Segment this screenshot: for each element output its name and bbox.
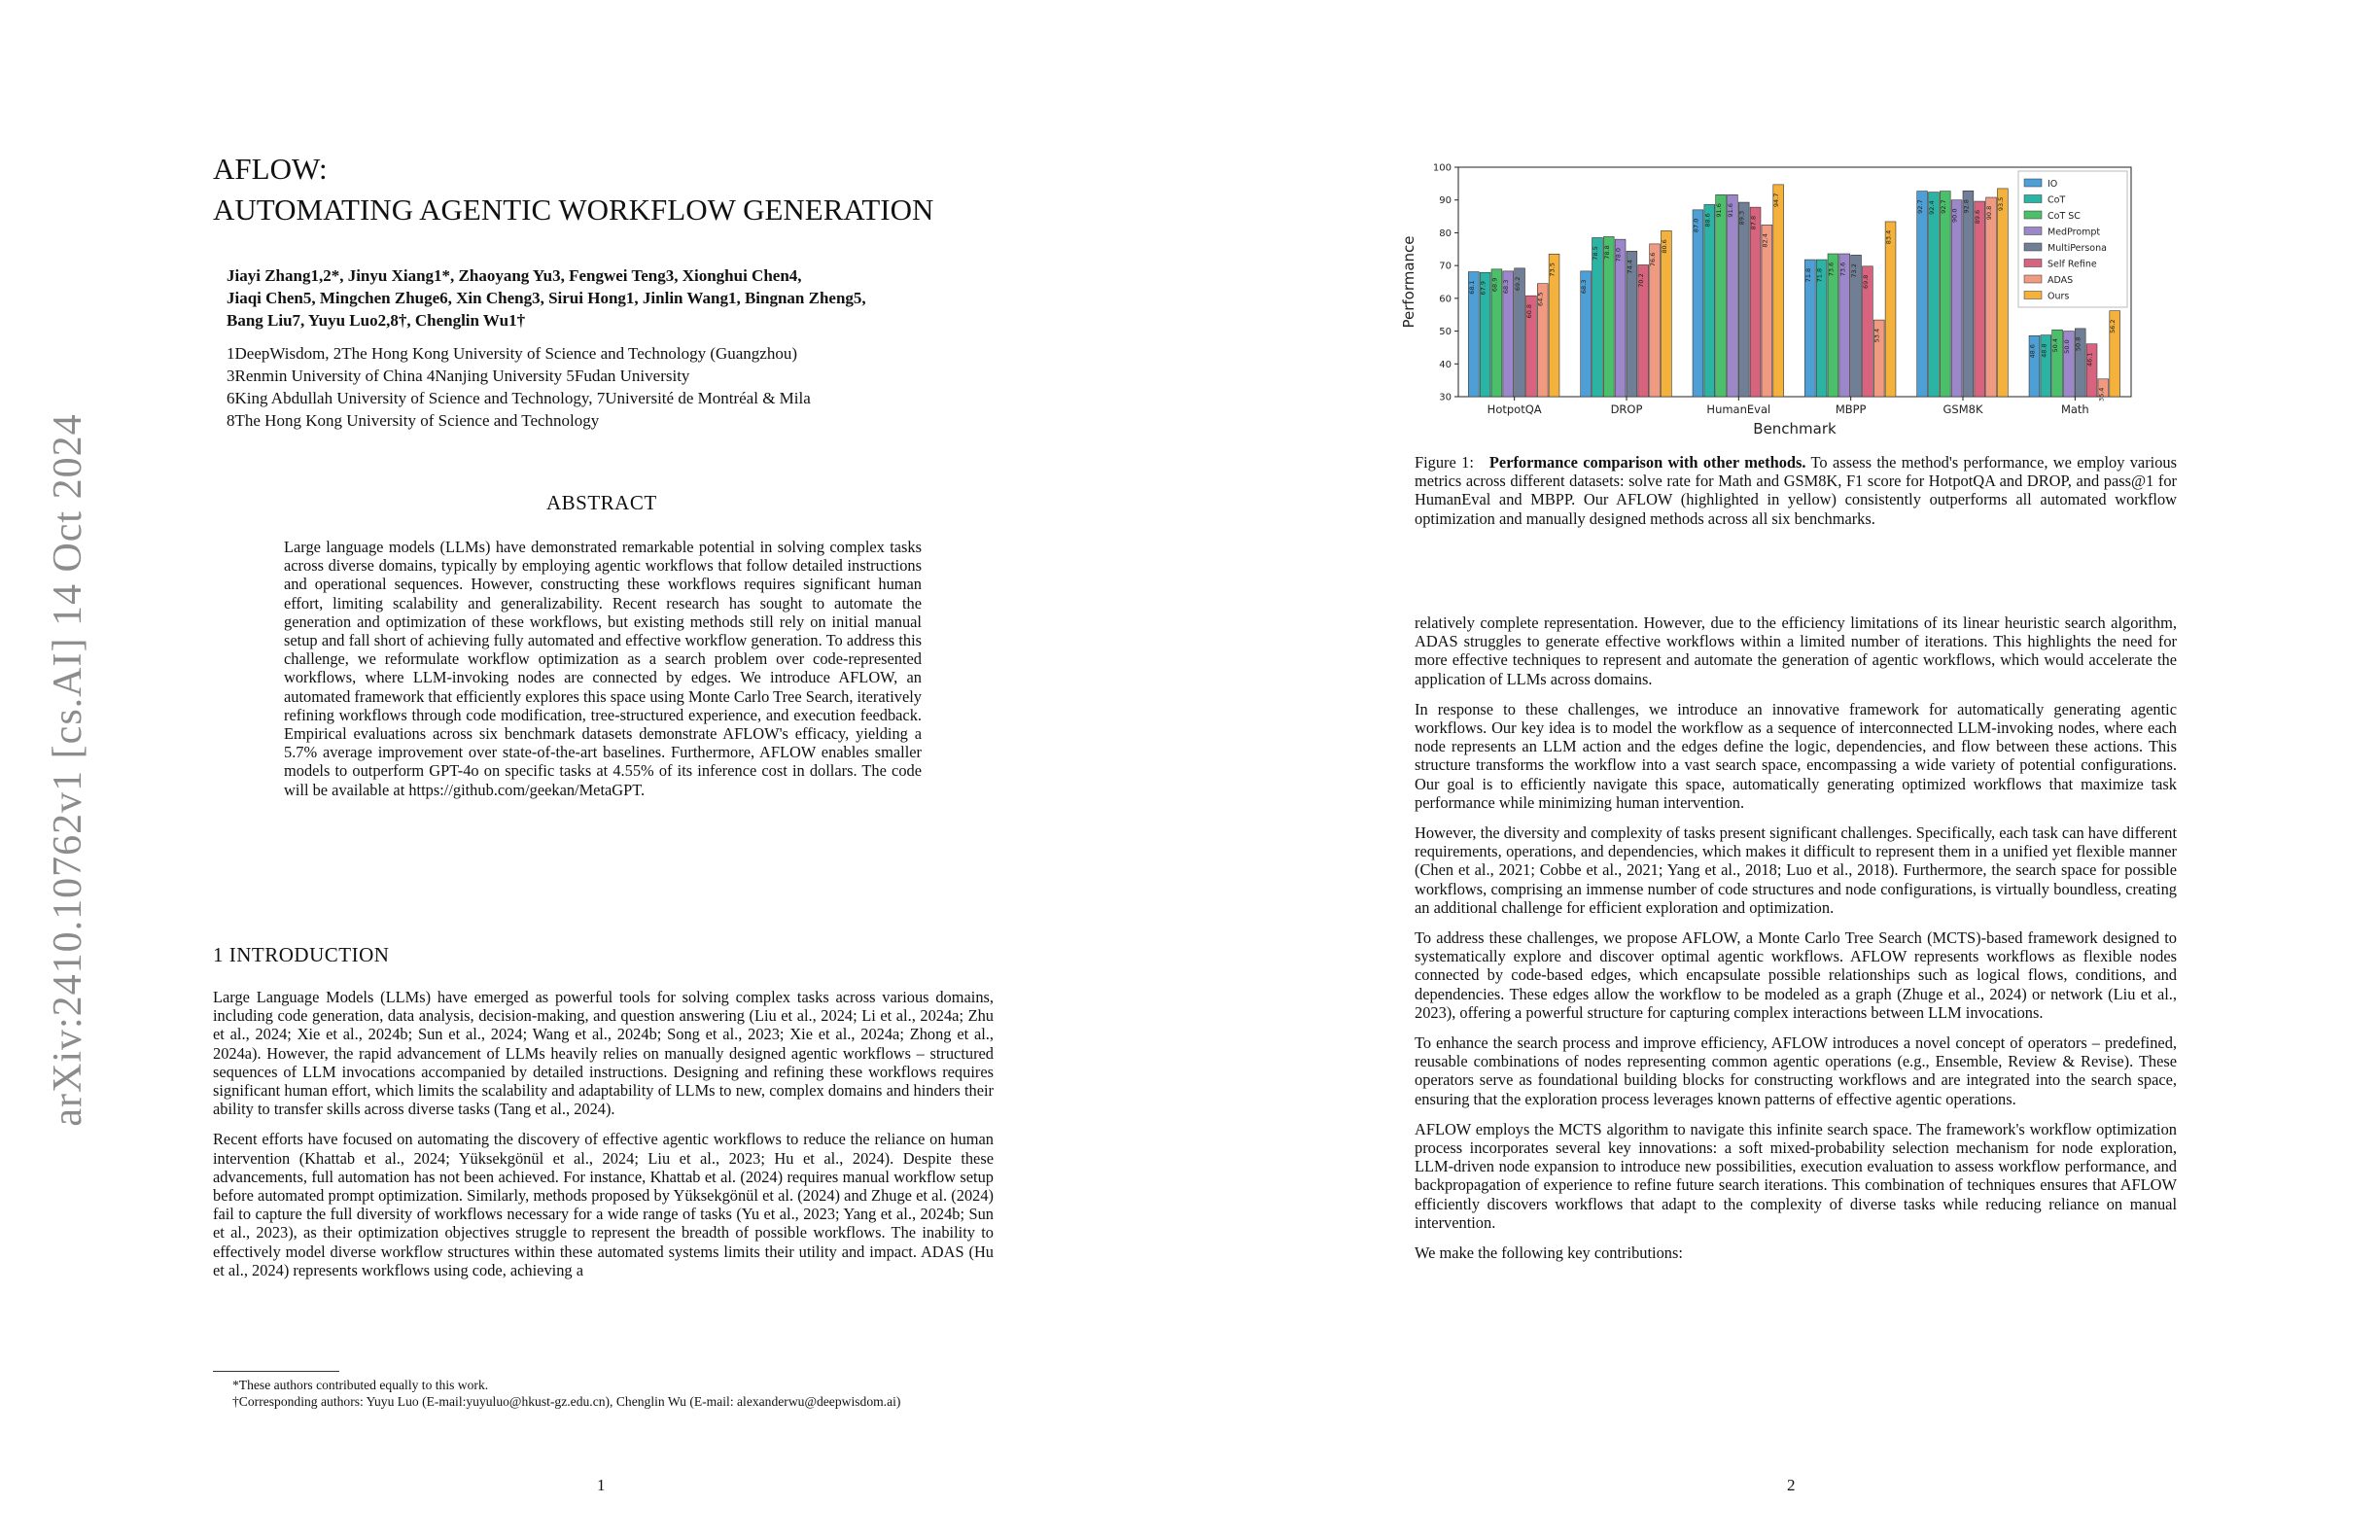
bar-cot	[1592, 237, 1603, 397]
page-number: 2	[1787, 1476, 1796, 1494]
author-line: Jiaqi Chen5, Mingchen Zhuge6, Xin Cheng3, Sirui Hong1, Jinlin Wang1, Bingnan Zheng5,	[227, 289, 866, 307]
bar-value-label: 92.8	[1962, 199, 1971, 214]
x-tick-label: HotpotQA	[1487, 402, 1542, 416]
x-axis-label: Benchmark	[1753, 420, 1837, 438]
bar-value-label: 92.7	[1916, 199, 1925, 214]
paragraph-7: We make the following key contributions:	[1415, 1243, 1683, 1263]
introduction-body	[213, 988, 994, 1291]
chart-svg	[1400, 146, 2149, 447]
bar-medprompt	[1951, 200, 1962, 397]
bar-value-label: 90.8	[1985, 205, 1994, 221]
y-tick-label: 50	[1439, 327, 1452, 338]
intro-paragraph-1: Large Language Models (LLMs) have emerged as powerful tools for solving complex tasks across various domains, including code generation, data analysis, decision-making, and question answering (Liu et al., 2024; Li et al., 2024a; Zhu et al., 2024; Xie et al., 2024b; Sun et al., 2024; Wang et al., 2024b; Song et al., 2023; Xie et al., 2024a; Zhong et al., 2024a). However, the rapid advancement of LLMs heavily relies on manually designed agentic workflows – structured sequences of LLM invocations accompanied by detailed instructions. Designing and refining these workflows requires significant human effort, which limits the scalability and adaptability of LLMs to new, complex domains and hinders their ability to transfer skills across diverse tasks (Tang et al., 2024).	[213, 988, 994, 1119]
legend-label: IO	[2048, 179, 2058, 190]
bar-value-label: 91.6	[1715, 203, 1724, 218]
y-tick-label: 40	[1439, 359, 1452, 370]
bar-self-refine	[2086, 344, 2097, 397]
bar-ours	[1661, 230, 1671, 397]
bar-value-label: 64.5	[1536, 292, 1545, 306]
y-tick-label: 70	[1439, 261, 1452, 272]
legend-label: CoT	[2048, 194, 2066, 206]
legend-label: Self Refine	[2048, 259, 2097, 270]
page-number: 1	[597, 1476, 606, 1494]
bar-multipersona	[1738, 202, 1749, 397]
bar-value-label: 73.6	[1827, 262, 1836, 277]
bar-value-label: 68.3	[1580, 279, 1589, 295]
bar-value-label: 78.5	[1591, 246, 1599, 261]
performance-chart	[1400, 146, 2149, 447]
introduction-heading: 1 INTRODUCTION	[213, 943, 390, 966]
bar-value-label: 60.8	[1524, 303, 1533, 319]
bar-value-label: 74.4	[1626, 260, 1634, 274]
bar-value-label: 69.2	[1514, 276, 1522, 292]
bar-cot	[1704, 204, 1715, 397]
bar-value-label: 48.8	[2040, 343, 2048, 358]
bar-adas	[1762, 225, 1772, 397]
abstract-text: Large language models (LLMs) have demonstrated remarkable potential in solving complex tasks across diverse domains, typically by employing agentic workflows that follow detailed instructions and operational sequences. However, constructing these workflows requires significant human effort, limiting scalability and generalizability. Recent research has sought to automate the generation and optimization of these workflows, but existing methods still rely on initial manual setup and fall short of achieving fully automated and effective workflow generation. To address this challenge, we reformulate workflow optimization as a search problem over code-represented workflows, where LLM-invoking nodes are connected by edges. We introduce AFLOW, an automated framework that efficiently explores this space using Monte Carlo Tree Search, iteratively refining workflows through code modification, tree-structured experience, and execution feedback. Empirical evaluations across six benchmark datasets demonstrate AFLOW's efficacy, yielding a 5.7% average improvement over state-of-the-art baselines. Furthermore, AFLOW enables smaller models to outperform GPT-4o on specific tasks at 4.55% of its inference cost in dollars. The code will be available at https://github.com/geekan/MetaGPT.	[284, 538, 922, 799]
bar-value-label: 67.9	[1479, 280, 1488, 296]
legend-label: ADAS	[2048, 275, 2074, 286]
paragraph-5: To enhance the search process and improve efficiency, AFLOW introduces a novel concept of operators – predefined, reusable combinations of nodes representing common agentic operations (e.g., Ensemble, Review & Revise). These operators serve as foundational building blocks for constructing workflows and are integrated into the search space, ensuring that the exploration process leverages known patterns of effective agentic operations.	[1415, 1033, 2177, 1108]
bar-value-label: 70.2	[1637, 273, 1646, 288]
abstract-heading: ABSTRACT	[546, 491, 657, 514]
abstract-body	[284, 538, 922, 811]
bar-medprompt	[1615, 239, 1626, 397]
legend-swatch	[2024, 260, 2042, 267]
legend-swatch	[2024, 292, 2042, 299]
legend-label: MultiPersona	[2048, 243, 2107, 254]
affiliation-line: 3Renmin University of China 4Nanjing University 5Fudan University	[227, 367, 690, 385]
bar-value-label: 48.6	[2028, 344, 2037, 359]
bar-cot-sc	[1603, 236, 1614, 397]
footnote-equal-contribution: *These authors contributed equally to this work.	[232, 1378, 489, 1392]
bar-value-label: 50.8	[2074, 336, 2082, 352]
bar-value-label: 69.8	[1861, 274, 1870, 290]
y-tick-label: 30	[1439, 392, 1452, 403]
bar-multipersona	[1963, 191, 1974, 397]
legend-label: MedPrompt	[2048, 227, 2101, 238]
bar-value-label: 92.7	[1939, 199, 1947, 214]
y-tick-label: 90	[1439, 195, 1452, 207]
author-line: Jiayi Zhang1,2*, Jinyu Xiang1*, Zhaoyang Yu3, Fengwei Teng3, Xionghui Chen4,	[227, 266, 802, 285]
y-tick-label: 60	[1439, 294, 1452, 305]
x-tick-label: MBPP	[1835, 402, 1867, 416]
bar-value-label: 68.3	[1502, 279, 1511, 295]
bar-value-label: 80.6	[1660, 239, 1668, 254]
footnote-corresponding: †Corresponding authors: Yuyu Luo (E-mail:yuyuluo@hkust-gz.edu.cn), Chenglin Wu (E-mail: alexanderwu@deepwisdom.ai)	[232, 1394, 901, 1409]
page2-body	[1415, 613, 2177, 1274]
bar-ours	[1885, 222, 1896, 397]
bar-value-label: 71.8	[1815, 267, 1824, 283]
paragraph-3: However, the diversity and complexity of tasks present significant challenges. Specifically, each task can have different requirements, operations, and dependencies, which makes it difficult to represent them in a unified yet flexible manner (Chen et al., 2021; Cobbe et al., 2021; Yang et al., 2018; Luo et al., 2018). Furthermore, the search space for possible workflows, comprising an immense number of code structures and node configurations, is virtually boundless, creating an additional challenge for efficient exploration and optimization.	[1415, 823, 2177, 917]
bar-value-label: 68.9	[1490, 277, 1499, 293]
y-tick-label: 100	[1432, 162, 1452, 174]
paragraph-6: AFLOW employs the MCTS algorithm to navigate this infinite search space. The framework's workflow optimization process incorporates several key innovations: a soft mixed-probability selection mechanism for node exploration, LLM-driven node expansion to introduce new possibilities, execution evaluation to assess workflow performance, and backpropagation of experience to refine future search iterations. This combination of techniques ensures that AFLOW efficiently discovers workflows that adapt to the complexity of diverse tasks while reducing reliance on manual intervention.	[1415, 1119, 2177, 1232]
caption-text: To assess the method's performance, we employ various metrics across different datasets: solve rate for Math and GSM8K, F1 score for HotpotQA and DROP, and pass@1 for HumanEval and MBPP. Our AFLOW (highlighted in yellow) consistently outperforms all automated workflow optimization and manually designed methods across all six benchmarks.	[1415, 453, 2177, 528]
bar-value-label: 83.4	[1884, 229, 1893, 245]
bar-cot	[1929, 192, 1940, 397]
bar-value-label: 88.6	[1703, 213, 1712, 228]
caption-bold: Performance comparison with other methods.	[1488, 453, 1806, 472]
paragraph-2: In response to these challenges, we introduce an innovative framework for automatically generating agentic workflows. Our key idea is to model the workflow as a sequence of interconnected LLM-invoking nodes, where each node represents an LLM action and the edges define the logic, dependencies, and flow between these actions. This structure transforms the workflow into a vast search space, encompassing a wide variety of potential configurations. Our goal is to efficiently navigate this space, automatically generating optimized workflows that maximize task performance while minimizing human intervention.	[1415, 699, 2177, 812]
bar-cot-sc	[1940, 192, 1950, 397]
affiliation-line: 8The Hong Kong University of Science and Technology	[227, 411, 600, 430]
x-tick-label: HumanEval	[1706, 402, 1771, 416]
intro-paragraph-2: Recent efforts have focused on automating the discovery of effective agentic workflows to reduce the reliance on human intervention (Khattab et al., 2024; Yüksekgönül et al., 2024; Liu et al., 2023; Hu et al., 2024). Despite these advancements, full automation has not been achieved. For instance, Khattab et al. (2024) requires manual workflow setup before automated prompt optimization. Similarly, methods proposed by Yüksekgönül et al. (2024) and Zhuge et al. (2024) fail to capture the full diversity of workflows necessary for a wide range of tasks (Yu et al., 2023; Yang et al., 2024b; Sun et al., 2023), as their optimization objectives struggle to represent the breadth of possible workflows. The inability to effectively model diverse workflow structures within these automated systems limits their utility and impact. ADAS (Hu et al., 2024) represents workflows using code, achieving a	[213, 1130, 994, 1279]
bar-value-label: 73.6	[1838, 262, 1847, 277]
paragraph-1: relatively complete representation. However, due to the efficiency limitations of its linear heuristic search algorithm, ADAS struggles to generate effective workflows within a limited number of iterations. This highlights the need for more effective techniques to represent and automate the generation of agentic workflows, which would accelerate the application of LLMs across domains.	[1415, 613, 2177, 688]
affiliation-line: 6King Abdullah University of Science and Technology, 7Université de Montréal & Mila	[227, 389, 811, 407]
legend-swatch	[2024, 195, 2042, 203]
bar-value-label: 89.3	[1737, 210, 1746, 226]
legend-label: CoT SC	[2048, 211, 2081, 222]
footnotes	[213, 1377, 994, 1410]
bar-value-label: 91.6	[1726, 203, 1734, 218]
bar-io	[1693, 210, 1703, 397]
bar-value-label: 78.8	[1602, 245, 1611, 260]
caption-label: Figure 1:	[1415, 453, 1474, 472]
bar-value-label: 35.4	[2097, 387, 2106, 402]
bar-value-label: 76.6	[1649, 252, 1658, 267]
bar-value-label: 94.7	[1772, 192, 1781, 208]
bar-ours	[1773, 185, 1784, 397]
bar-value-label: 90.0	[1950, 208, 1959, 223]
x-tick-label: DROP	[1610, 402, 1643, 416]
paper-title-line-1: AFLOW:	[213, 152, 328, 186]
bar-value-label: 73.5	[1548, 262, 1557, 277]
bar-value-label: 73.2	[1850, 263, 1859, 278]
bar-value-label: 87.8	[1749, 215, 1758, 230]
bar-value-label: 82.4	[1761, 233, 1769, 248]
y-axis-label: Performance	[1400, 235, 1418, 329]
legend-swatch	[2024, 211, 2042, 219]
bar-value-label: 56.2	[2109, 319, 2118, 333]
author-list	[227, 264, 1004, 332]
figure-caption	[1415, 453, 2177, 528]
bar-io	[1917, 192, 1928, 397]
bar-value-label: 87.0	[1692, 218, 1700, 233]
affiliations	[227, 342, 1004, 432]
legend-swatch	[2024, 228, 2042, 235]
x-tick-label: Math	[2060, 402, 2089, 416]
bar-self-refine	[1975, 201, 1985, 397]
bar-value-label: 53.4	[1872, 328, 1881, 343]
bar-adas	[1986, 197, 1997, 397]
bar-value-label: 68.1	[1467, 280, 1476, 295]
bar-value-label: 46.1	[2085, 352, 2094, 367]
author-line: Bang Liu7, Yuyu Luo2,8†, Chenglin Wu1†	[227, 311, 526, 330]
bar-value-label: 92.4	[1927, 200, 1936, 215]
page-2	[1190, 0, 2380, 1540]
bar-value-label: 50.4	[2051, 337, 2060, 353]
legend-swatch	[2024, 275, 2042, 283]
paper-title-line-2: AUTOMATING AGENTIC WORKFLOW GENERATION	[213, 192, 934, 227]
bar-value-label: 50.0	[2062, 339, 2071, 354]
legend-box	[2018, 171, 2127, 307]
legend-label: Ours	[2048, 291, 2070, 302]
bar-ours	[1997, 189, 2008, 397]
bar-cot-sc	[1716, 194, 1727, 397]
x-tick-label: GSM8K	[1942, 402, 1983, 416]
y-tick-label: 80	[1439, 228, 1452, 239]
legend-swatch	[2024, 243, 2042, 251]
bar-self-refine	[1750, 207, 1761, 397]
bar-value-label: 71.8	[1803, 267, 1812, 283]
affiliation-line: 1DeepWisdom, 2The Hong Kong University of Science and Technology (Guangzhou)	[227, 344, 798, 363]
bar-value-label: 93.5	[1996, 196, 2005, 212]
arxiv-stamp: arXiv:2410.10762v1 [cs.AI] 14 Oct 2024	[46, 413, 90, 1127]
bar-medprompt	[1728, 194, 1738, 397]
legend-swatch	[2024, 179, 2042, 187]
paragraph-4: To address these challenges, we propose AFLOW, a Monte Carlo Tree Search (MCTS)-based framework designed to systematically explore and discover optimal agentic workflows. AFLOW represents workflows as flexible nodes connected by code-based edges, which encapsulate possible relationships such as logical flows, conditions, and dependencies. These edges allow the workflow to be modeled as a graph (Zhuge et al., 2024) or network (Liu et al., 2023), offering a powerful structure for capturing complex interactions between LLM invocations.	[1415, 928, 2177, 1022]
bar-value-label: 78.0	[1614, 247, 1623, 262]
footnote-rule	[213, 1371, 339, 1372]
bar-value-label: 89.6	[1974, 209, 1982, 225]
